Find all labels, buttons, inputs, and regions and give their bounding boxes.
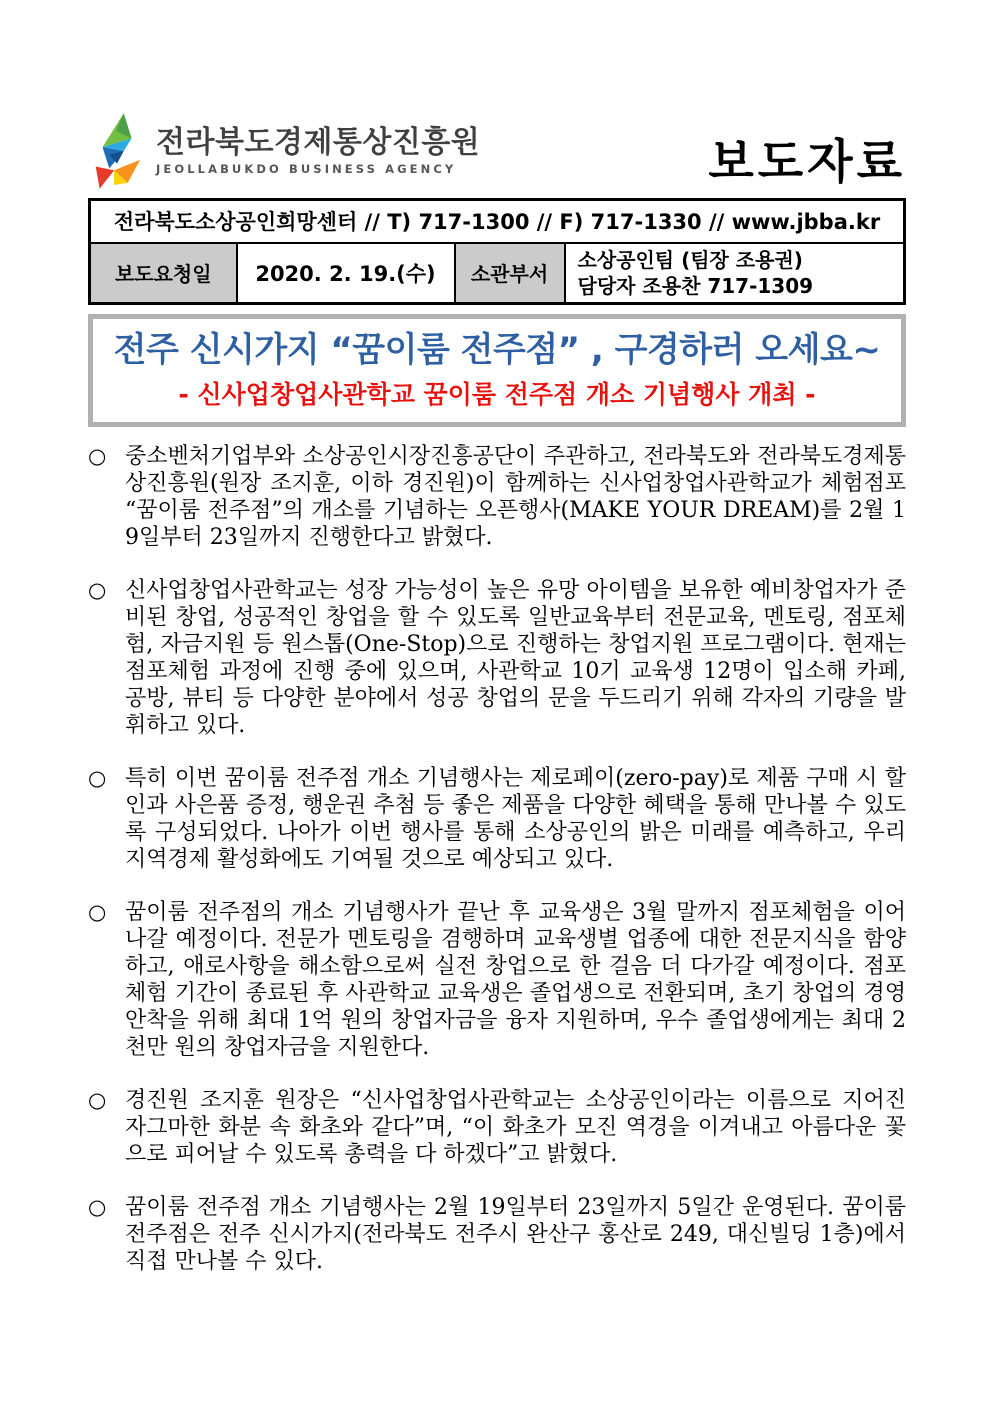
contact-bar: 전라북도소상공인희망센터 // T) 717-1300 // F) 717-1330 // www.jbba.kr — [90, 200, 905, 243]
agency-logo-text — [156, 126, 480, 176]
request-date-label: 보도요청일 — [90, 243, 237, 304]
press-release-body — [88, 443, 906, 1275]
department-value — [565, 243, 905, 304]
bullet-icon: ○ — [88, 1195, 107, 1220]
bullet-icon: ○ — [88, 900, 107, 925]
department-label: 소관부서 — [455, 243, 565, 304]
paragraph-5 — [88, 1087, 906, 1168]
paragraph-3 — [88, 765, 906, 873]
paragraph-2 — [88, 577, 906, 739]
paragraph-4-text: 꿈이룸 전주점의 개소 기념행사가 끝난 후 교육생은 3월 말까지 점포체험을 이어나갈 예정이다. 전문가 멘토링을 겸행하며 교육생별 업종에 대한 전문지식을 함양하고, 애로사항을 해소함으로써 실전 창업으로 한 걸음 더 다가갈 예정이다. 점포체험 기간이 종료된 후 사관학교 교육생은 졸업생으로 전환되며, 초기 창업의 경영 안착을 위해 최대 1억 원의 창업자금을 융자 지원하며, 우수 졸업생에게는 최대 2천만 원의 창업자금을 지원한다. — [125, 900, 906, 1061]
paragraph-4 — [88, 899, 906, 1061]
paragraph-3-text: 특히 이번 꿈이룸 전주점 개소 기념행사는 제로페이(zero-pay)로 제품 구매 시 할인과 사은품 증정, 행운권 추첨 등 좋은 제품을 다양한 혜택을 통해 만나볼 수 있도록 구성되었다. 나아가 이번 행사를 통해 소상공인의 밝은 미래를 예측하고, 우리 지역경제 활성화에도 기여될 것으로 예상되고 있다. — [125, 766, 906, 873]
agency-logo-icon — [88, 112, 146, 190]
paragraph-1-text: 중소벤처기업부와 소상공인시장진흥공단이 주관하고, 전라북도와 전라북도경제통상진흥원(원장 조지훈, 이하 경진원)이 함께하는 신사업창업사관학교가 체험점포 “꿈이룸 전주점”의 개소를 기념하는 오픈행사(MAKE YOUR DREAM)를 2월 19일부터 23일까지 진행한다고 밝혔다. — [125, 444, 906, 551]
department-team-line: 소상공인팀 (팀장 조용권) — [577, 247, 803, 272]
bullet-icon: ○ — [88, 766, 107, 791]
masthead — [88, 112, 906, 190]
agency-logo — [88, 112, 480, 190]
document-type-title: 보도자료 — [708, 135, 906, 190]
agency-name-korean: 전라북도경제통상진흥원 — [156, 125, 481, 160]
bullet-icon: ○ — [88, 1088, 107, 1113]
bullet-icon: ○ — [88, 578, 107, 603]
request-date-value: 2020. 2. 19.(수) — [237, 243, 455, 304]
contact-row — [90, 200, 905, 243]
headline-box — [88, 314, 906, 428]
paragraph-1 — [88, 443, 906, 551]
agency-name-english: JEOLLABUKDO BUSINESS AGENCY — [156, 162, 457, 176]
press-info-table — [88, 198, 906, 305]
paragraph-6 — [88, 1194, 906, 1275]
department-contact-line: 담당자 조용찬 717-1309 — [577, 273, 814, 298]
headline-subtitle: - 신사업창업사관학교 꿈이룸 전주점 개소 기념행사 개최 - — [178, 379, 816, 409]
bullet-icon: ○ — [88, 444, 107, 469]
headline-title: 전주 신시가지 “꿈이룸 전주점” , 구경하러 오세요~ — [113, 329, 881, 370]
paragraph-5-text: 경진원 조지훈 원장은 “신사업창업사관학교는 소상공인이라는 이름으로 지어진 자그마한 화분 속 화초와 같다”며, “이 화초가 모진 역경을 이겨내고 아름다운 꽃으로 피어날 수 있도록 총력을 다 하겠다”고 밝혔다. — [125, 1088, 906, 1168]
paragraph-6-text: 꿈이룸 전주점 개소 기념행사는 2월 19일부터 23일까지 5일간 운영된다. 꿈이룸 전주점은 전주 신시가지(전라북도 전주시 완산구 홍산로 249, 대신빌딩 1층)에서 직접 만나볼 수 있다. — [125, 1195, 906, 1275]
meta-row — [90, 243, 905, 304]
paragraph-2-text: 신사업창업사관학교는 성장 가능성이 높은 유망 아이템을 보유한 예비창업자가 준비된 창업, 성공적인 창업을 할 수 있도록 일반교육부터 전문교육, 멘토링, 점포체험, 자금지원 등 원스톱(One-Stop)으로 진행하는 창업지원 프로그램이다. 현재는 점포체험 과정에 진행 중에 있으며, 사관학교 10기 교육생 12명이 입소해 카페, 공방, 뷰티 등 다양한 분야에서 성공 창업의 문을 두드리기 위해 각자의 기량을 발휘하고 있다. — [125, 578, 906, 739]
